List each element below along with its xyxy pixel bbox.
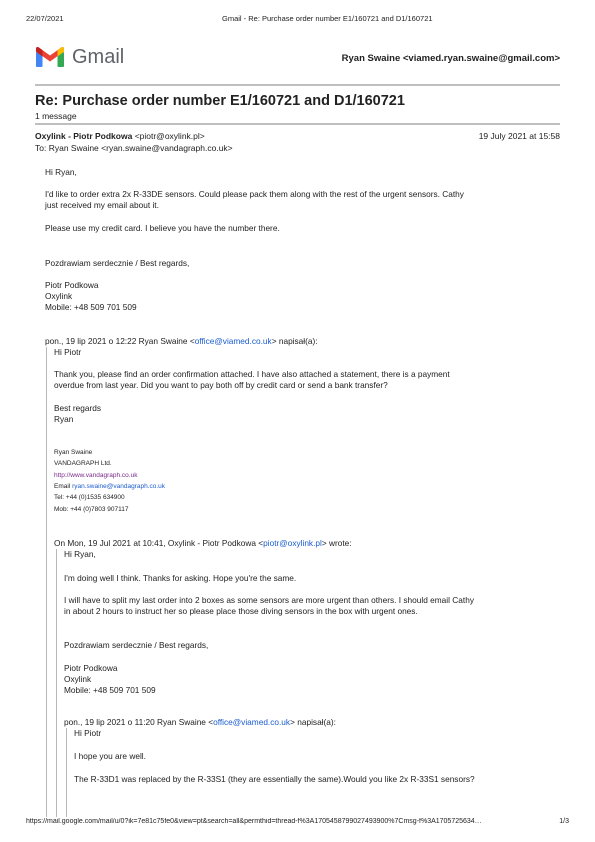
message-count: 1 message	[35, 111, 77, 121]
quote-attribution	[54, 538, 352, 549]
quote-attribution	[45, 336, 318, 347]
body-paragraph-line: I'd like to order extra 2x R-33DE sensors. Could please pack them along with the rest of the urgent sensors. Cathy	[45, 189, 464, 199]
website-link[interactable]: http://www.vandagraph.co.uk	[54, 472, 138, 479]
email-link[interactable]: ryan.swaine@vandagraph.co.uk	[72, 483, 166, 490]
email-link[interactable]: piotr@oxylink.pl	[263, 538, 322, 548]
quote-paragraph: The R-33D1 was replaced by the R-33S1 (they are essentially the same).Would you like 2x R-33S1 sensors?	[74, 774, 475, 784]
sender-name: Oxylink - Piotr Podkowa	[35, 131, 133, 141]
gmail-logo	[35, 45, 130, 69]
print-url: https://mail.google.com/mail/u/0?ik=7e81c75fe0&view=pt&search=all&permthid=thread-f%3A1705458799027493900%7Cmsg-f%3A1705725634…	[26, 818, 482, 825]
quote-greeting: Hi Ryan,	[64, 549, 96, 559]
quote-greeting: Hi Piotr	[74, 728, 102, 738]
print-date: 22/07/2021	[26, 14, 64, 23]
signature-mobile: Mobile: +48 509 701 509	[45, 302, 137, 312]
signature-company: Oxylink	[64, 674, 92, 684]
subject-divider	[35, 123, 560, 125]
account-label: Ryan Swaine <viamed.ryan.swaine@gmail.com>	[341, 53, 560, 64]
signature-mob: Mob: +44 (0)7803 907117	[54, 506, 129, 513]
email-label: Email	[54, 483, 71, 490]
quote-regards: Pozdrawiam serdecznie / Best regards,	[64, 640, 209, 650]
gmail-m-icon	[35, 45, 65, 69]
attribution-text: > napisał(a):	[271, 336, 318, 346]
quote-greeting: Hi Piotr	[54, 347, 82, 357]
gmail-wordmark: Gmail	[72, 46, 125, 68]
quote-name: Ryan	[54, 414, 74, 424]
signature-email	[54, 482, 165, 493]
quote-paragraph-line: I will have to split my last order into 2 boxes as some sensors are more urgent than others. I should email Cathy	[64, 595, 474, 605]
quote-attribution	[64, 717, 336, 728]
signature-mobile: Mobile: +48 509 701 509	[64, 685, 156, 695]
quote-paragraph-line: overdue from last year. Did you want to pay both off by credit card or send a bank transfer?	[54, 380, 388, 390]
attribution-text: pon., 19 lip 2021 o 11:20 Ryan Swaine <	[64, 717, 214, 727]
body-paragraph: Please use my credit card. I believe you have the number there.	[45, 223, 280, 233]
email-date: 19 July 2021 at 15:58	[478, 131, 560, 141]
quote-bar	[66, 728, 67, 817]
quote-bar	[46, 347, 47, 817]
email-link[interactable]: office@viamed.co.uk	[194, 336, 272, 346]
attribution-text: pon., 19 lip 2021 o 12:22 Ryan Swaine <	[45, 336, 195, 346]
attribution-text: On Mon, 19 Jul 2021 at 10:41, Oxylink - Piotr Podkowa <	[54, 538, 264, 548]
quote-bar	[56, 549, 57, 817]
quote-regards: Best regards	[54, 403, 102, 413]
body-greeting: Hi Ryan,	[45, 167, 77, 177]
signature-name: Ryan Swaine	[54, 449, 93, 456]
attribution-text: > napisał(a):	[290, 717, 336, 727]
quote-paragraph: I hope you are well.	[74, 751, 146, 761]
header-divider	[35, 84, 560, 86]
sender-address: <piotr@oxylink.pl>	[134, 131, 205, 141]
email-link[interactable]: office@viamed.co.uk	[213, 717, 291, 727]
page-number: 1/3	[559, 818, 569, 825]
signature-company: VANDAGRAPH Ltd.	[54, 460, 112, 467]
print-title: Gmail - Re: Purchase order number E1/160721 and D1/160721	[222, 14, 433, 23]
recipient-line: To: Ryan Swaine <ryan.swaine@vandagraph.co.uk>	[35, 143, 233, 153]
email-subject: Re: Purchase order number E1/160721 and D1/160721	[35, 93, 405, 109]
signature-tel: Tel: +44 (0)1535 634900	[54, 494, 125, 501]
signature-company: Oxylink	[45, 291, 73, 301]
body-regards: Pozdrawiam serdecznie / Best regards,	[45, 258, 190, 268]
sender-line	[35, 131, 205, 141]
attribution-text: > wrote:	[321, 538, 352, 548]
quote-paragraph-line: Thank you, please find an order confirmation attached. I have also attached a statement, there is a payment	[54, 369, 450, 379]
signature-name: Piotr Podkowa	[64, 663, 118, 673]
quote-paragraph-line: in about 2 hours to instruct her so please place those diving sensors in the box with urgent ones.	[64, 606, 418, 616]
signature-name: Piotr Podkowa	[45, 280, 99, 290]
body-paragraph-line: just received my email about it.	[45, 200, 159, 210]
quote-paragraph: I'm doing well I think. Thanks for asking. Hope you're the same.	[64, 573, 297, 583]
